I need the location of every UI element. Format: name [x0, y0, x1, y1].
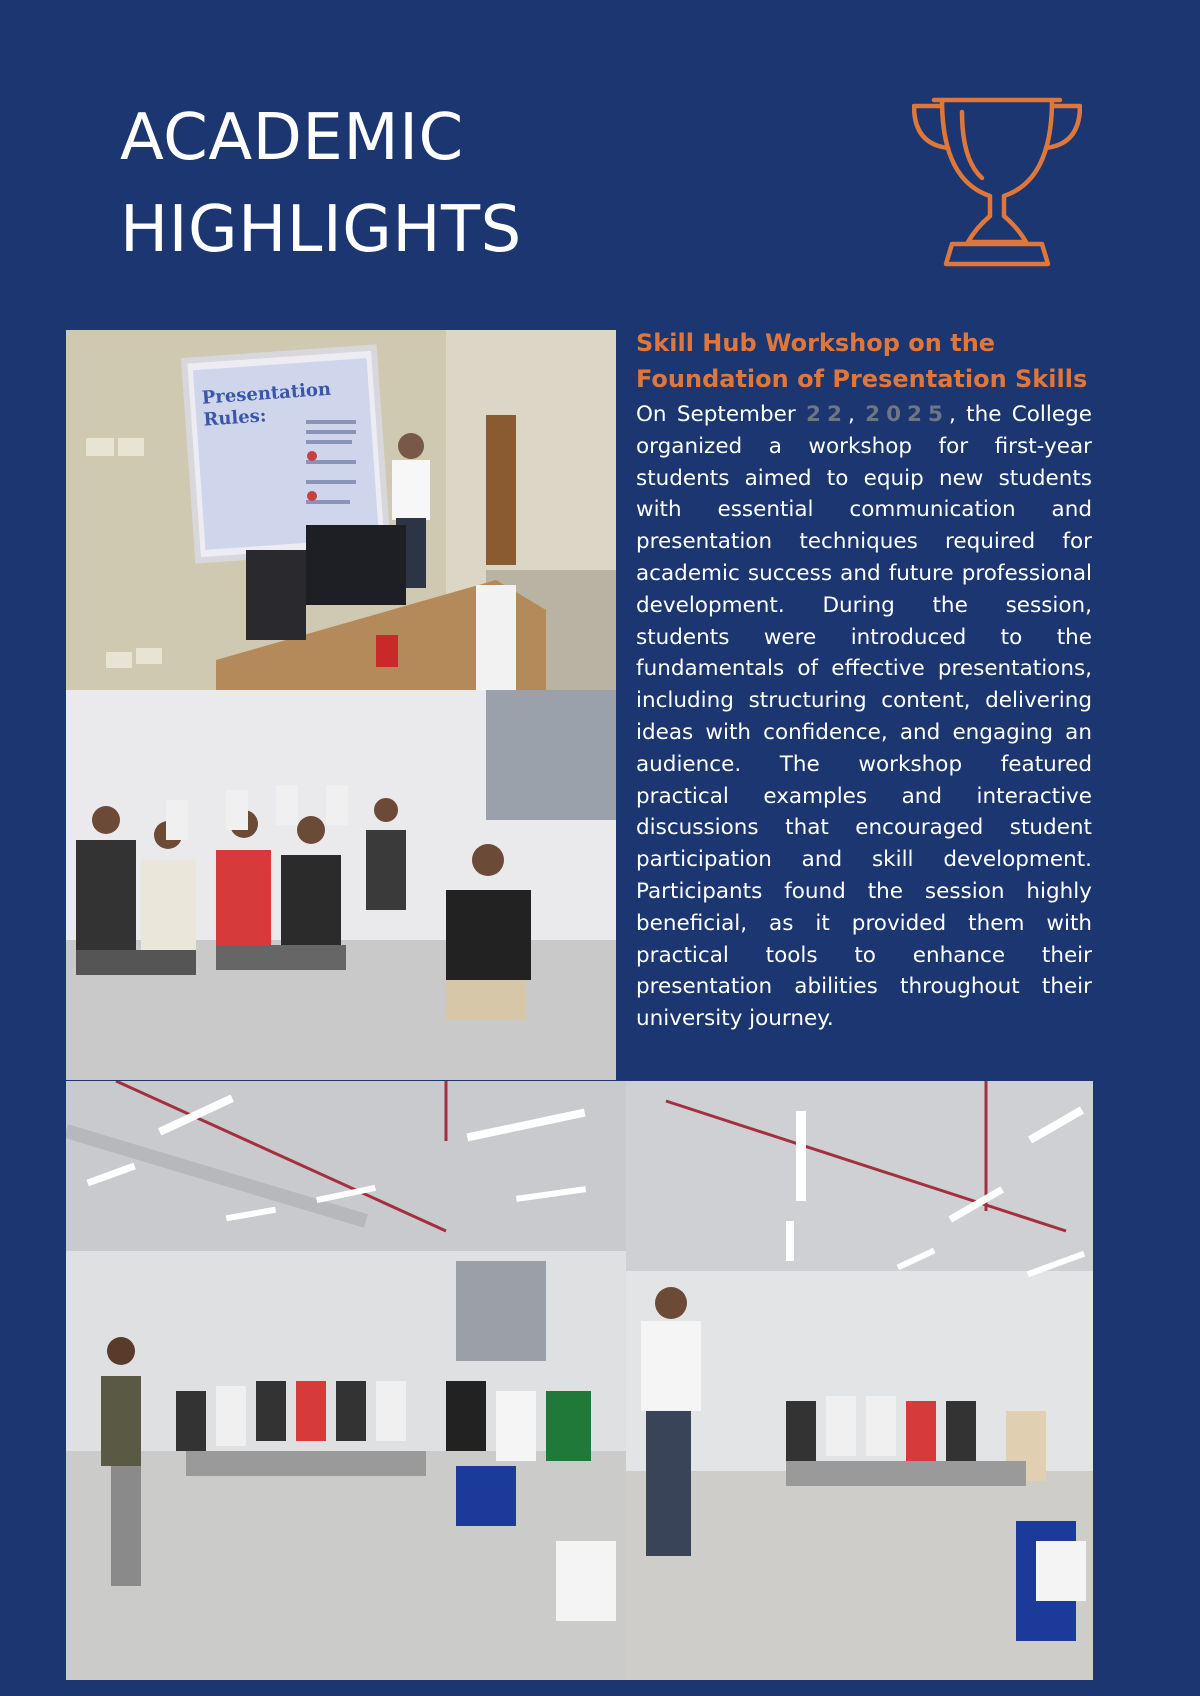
- photo-students-seated: [66, 690, 616, 1080]
- article-date-year: 2025: [865, 402, 949, 427]
- article-date-sep: ,: [847, 402, 855, 427]
- photo-presenter-at-screen: [66, 330, 616, 690]
- article-body-prefix: On September: [636, 402, 796, 427]
- page-title-line-2: HIGHLIGHTS: [120, 193, 522, 267]
- article-headline-line-2: Foundation of Presentation Skills: [636, 365, 1088, 393]
- page-title-line-1: ACADEMIC: [120, 101, 464, 175]
- article: [636, 325, 1092, 1035]
- slide-title-1: Presentation: [201, 378, 332, 409]
- photo-classroom-speaker-man: [626, 1081, 1093, 1680]
- article-date-day: 22: [806, 402, 848, 427]
- article-headline: [636, 325, 1092, 397]
- photo-classroom-speaker-woman: [66, 1081, 626, 1680]
- trophy-icon: [912, 92, 1082, 268]
- article-body-rest: , the College organized a workshop for first-year students aimed to equip new students with essential communication and presentation techniques required for academic success and future professional development. During the session, students were introduced to the fundamentals of effective presentations, including structuring content, delivering ideas with confidence, and engaging an audience. The workshop featured practical examples and interactive discussions that encouraged student participation and skill development. Participants found the session highly beneficial, as it provided them with practical tools to enhance their presentation abilities throughout their university journey.: [636, 402, 1092, 1032]
- page-title: [120, 92, 522, 276]
- slide-title-2: Rules:: [202, 405, 268, 431]
- article-body: [636, 399, 1092, 1035]
- article-headline-line-1: Skill Hub Workshop on the: [636, 329, 996, 357]
